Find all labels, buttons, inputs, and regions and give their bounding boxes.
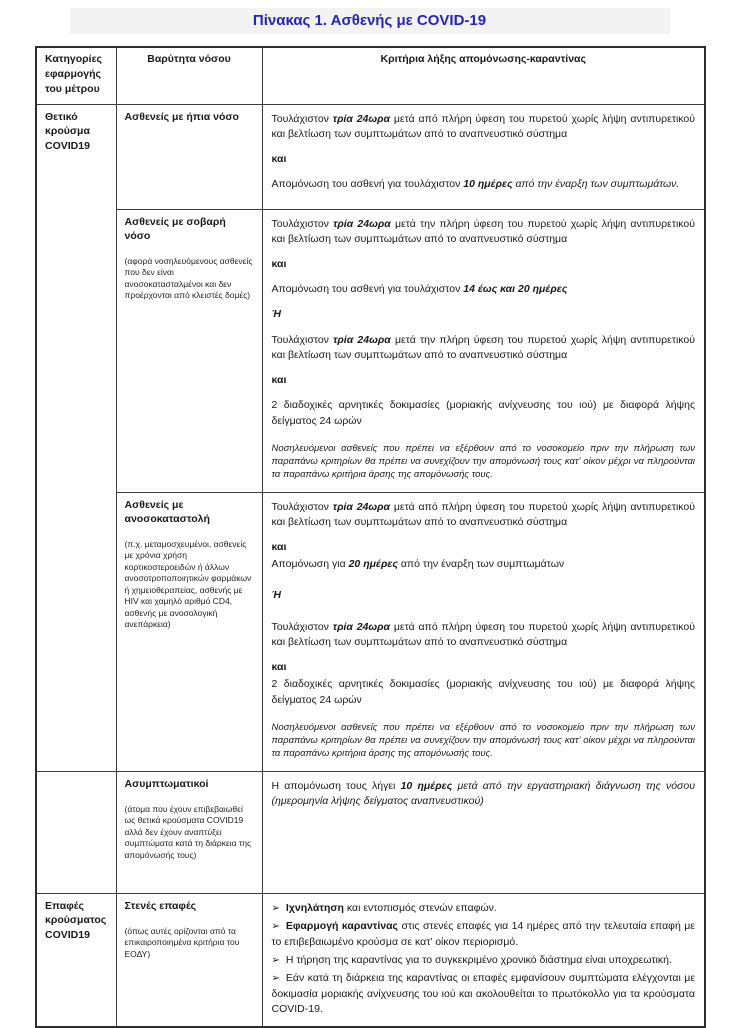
criteria-bullet [272, 919, 696, 950]
criteria-paragraph [272, 721, 696, 761]
text-run: Νοσηλευόμενοι ασθενείς που πρέπει να εξέρθουν από το νοσοκομείο πριν την πλήρωση των παραπάνω κριτηρίων θα πρέπει να συνεχίζουν την απομόνωσή τους κατ’ οίκον μέχρι να πληρούνται τα παραπάνω κριτήρια άρσης της απομόνωσής τους. [271, 721, 695, 760]
criteria-paragraph [272, 779, 696, 809]
criteria-bullet [272, 901, 696, 917]
arrow-bullet-icon: ➢ [271, 973, 280, 985]
criteria-paragraph [272, 373, 696, 388]
arrow-bullet-icon: ➢ [271, 921, 280, 933]
text-run: και εντοπισμός στενών επαφών. [343, 901, 497, 914]
severity-note: (αφορά νοσηλευόμενους ασθενείς που δεν είναι ανοσοκατασταλμένοι και δεν προέρχονται από κλειστές δομές) [124, 255, 253, 301]
text-run: Τουλάχιστον [271, 333, 334, 346]
text-run: 10 ημέρες [463, 178, 513, 191]
text-run: 2 διαδοχικές αρνητικές δοκιμασίες (μοριακής ανίχνευσης του ιού) με διαφορά λήψης δείγματος 24 ωρών [271, 399, 695, 427]
criteria-cell-immunosuppressed [262, 492, 705, 771]
severity-cell-asymptomatic [116, 771, 262, 893]
text-run: Η τήρηση της καραντίνας για το συγκεκριμένο χρονικό διάστημα είναι υποχρεωτική. [285, 953, 672, 966]
criteria-paragraph [272, 398, 696, 428]
text-run: τρία 24ωρα [332, 112, 391, 125]
criteria-paragraph [272, 557, 696, 572]
text-run: Εφαρμογή καραντίνας [285, 920, 399, 933]
text-run: και [271, 374, 287, 387]
criteria-paragraph [272, 660, 696, 675]
severity-cell-close-contacts [116, 893, 262, 1027]
category-contacts: Επαφές κρούσματος COVID19 [36, 893, 116, 1027]
table-row-severe [36, 209, 705, 492]
category-positive-case: Θετικό κρούσμα COVID19 [36, 104, 116, 771]
criteria-paragraph [272, 177, 696, 192]
text-run: τρία 24ωρα [333, 217, 391, 230]
text-run: Ή [271, 308, 282, 321]
text-run: Απομόνωση για [271, 558, 349, 571]
header-criteria: Κριτήρια λήξης απομόνωσης-καραντίνας [262, 47, 705, 104]
severity-title: Ασθενείς με σοβαρή νόσο [124, 215, 226, 242]
text-run: 2 διαδοχικές αρνητικές δοκιμασίες (μοριακής ανίχνευσης του ιού) με διαφορά λήψης δείγματος 24 ωρών [271, 678, 695, 706]
covid-criteria-table [35, 46, 706, 1028]
criteria-paragraph [272, 282, 696, 297]
text-run: μετά από πλήρη ύφεση του πυρετού χωρίς λήψη αντιπυρετικού και βελτίωση των συμπτωμάτων από το αναπνευστικό σύστημα [271, 620, 695, 648]
criteria-paragraph [272, 500, 696, 530]
severity-note: (όπως αυτές ορίζονται από τα επικαιροποιημένα κριτήρια του ΕΟΔΥ) [124, 925, 240, 959]
table-row-contacts [36, 893, 705, 1027]
text-run: μετά από πλήρη ύφεση του πυρετού χωρίς λήψη αντιπυρετικού και βελτίωση των συμπτωμάτων από το αναπνευστικό σύστημα [271, 500, 695, 528]
criteria-paragraph [272, 540, 696, 555]
criteria-cell-contacts [262, 893, 705, 1027]
text-run: Τουλάχιστον [271, 112, 333, 125]
header-category: Κατηγορίες εφαρμογής του μέτρου [36, 47, 116, 104]
text-run: τρία 24ωρα [332, 620, 391, 633]
text-run: Τουλάχιστον [271, 620, 333, 633]
text-run: και [271, 541, 287, 554]
criteria-paragraph [272, 588, 696, 603]
text-run: και [271, 661, 287, 674]
text-run: από την έναρξη των συμπτωμάτων [397, 558, 565, 571]
table-row-immunosuppressed [36, 492, 705, 771]
severity-cell-severe [116, 209, 262, 492]
criteria-paragraph [272, 257, 696, 272]
text-run: μετά από πλήρη ύφεση του πυρετού χωρίς λήψη αντιπυρετικού και βελτίωση των συμπτωμάτων από το αναπνευστικό σύστημα [271, 112, 695, 140]
page-title: Πίνακας 1. Ασθενής με COVID-19 [252, 12, 487, 29]
criteria-cell-severe [262, 209, 705, 492]
criteria-paragraph [272, 152, 696, 167]
title-band [70, 8, 670, 34]
criteria-paragraph [272, 217, 696, 247]
criteria-cell-mild [262, 104, 705, 209]
text-run: και [271, 153, 287, 166]
text-run: στις στενές επαφές για 14 ημέρες από την τελευταία επαφή με το επιβεβαιωμένο κρούσμα σε κατ’ οίκον περιορισμό. [271, 920, 695, 948]
severity-title: Ασθενείς με ήπια νόσο [124, 110, 239, 123]
severity-title: Ασθενείς με ανοσοκαταστολή [124, 498, 210, 525]
text-run: Τουλάχιστον [271, 217, 334, 230]
criteria-paragraph [272, 333, 696, 363]
text-run: τρία 24ωρα [333, 333, 391, 346]
severity-cell-immunosuppressed [116, 492, 262, 771]
criteria-paragraph [272, 112, 696, 142]
severity-title: Στενές επαφές [124, 899, 197, 912]
criteria-paragraph [272, 620, 696, 650]
criteria-paragraph [272, 442, 696, 482]
criteria-bullet [272, 971, 696, 1017]
text-run: μετά την πλήρη ύφεση του πυρετού χωρίς λήψη αντιπυρετικού και βελτίωση των συμπτωμάτων από το αναπνευστικό σύστημα [271, 217, 695, 245]
criteria-bullet [272, 953, 696, 969]
severity-note: (άτομα που έχουν επιβεβαιωθεί ως θετικά κρούσματα COVID19 αλλά δεν έχουν αναπτύξει συμπτώματα κατά τη διάρκεια της απομόνωσής τους) [124, 803, 252, 860]
text-run: μετά από την εργαστηριακή διάγνωση της νόσου (ημερομηνία λήψης δείγματος αναπνευστικού) [271, 779, 695, 807]
header-severity: Βαρύτητα νόσου [116, 47, 262, 104]
text-run: 20 ημέρες [348, 558, 398, 571]
text-run: Τουλάχιστον [271, 500, 333, 513]
text-run: 10 ημέρες [400, 779, 453, 792]
severity-title: Ασυμπτωματικοί [124, 777, 209, 790]
table-row-mild [36, 104, 705, 209]
text-run: Η απομόνωση τους λήγει [271, 779, 401, 792]
severity-cell-mild [116, 104, 262, 209]
arrow-bullet-icon: ➢ [271, 902, 280, 914]
text-run: Ιχνηλάτηση [285, 901, 344, 914]
category-empty-cell [36, 771, 116, 893]
table-header-row [36, 47, 705, 104]
criteria-cell-asymptomatic [262, 771, 705, 893]
text-run: Απομόνωση του ασθενή για τουλάχιστον [271, 283, 464, 296]
text-run: τρία 24ωρα [332, 500, 391, 513]
table-row-asymptomatic [36, 771, 705, 893]
text-run: Εάν κατά τη διάρκεια της καραντίνας οι επαφές εμφανίσουν συμπτώματα ελέγχονται με δοκιμασία μοριακής ανίχνευσης του ιού και ακολουθείται το πρωτόκολλο για τα κρούσματα COVID-19. [271, 972, 695, 1016]
arrow-bullet-icon: ➢ [271, 954, 280, 966]
text-run: μετά την πλήρη ύφεση του πυρετού χωρίς λήψη αντιπυρετικού και βελτίωση των συμπτωμάτων από το αναπνευστικό σύστημα [271, 333, 695, 361]
text-run: 14 έως και 20 ημέρες [463, 283, 568, 296]
criteria-paragraph [272, 677, 696, 707]
text-run: και [271, 257, 287, 270]
text-run: Απομόνωση του ασθενή για τουλάχιστον [271, 178, 464, 191]
text-run: Νοσηλευόμενοι ασθενείς που πρέπει να εξέρθουν από το νοσοκομείο πριν την πλήρωση των παραπάνω κριτηρίων θα πρέπει να συνεχίζουν την απομόνωσή τους κατ’ οίκον μέχρι να πληρούνται τα παραπάνω κριτήρια άρσης της απομόνωσής τους. [271, 442, 695, 481]
severity-note: (π.χ. μεταμοσχευμένοι, ασθενείς με χρόνια χρήση κορτικοστεροειδών ή άλλων ανοσοτροποποιητικών φαρμάκων ή χημειοθεραπείας, ασθενής με HIV και χαμηλό αριθμό CD4, ασθενής με ανοσολογική ανεπάρκεια) [124, 538, 252, 630]
criteria-paragraph [272, 307, 696, 322]
text-run: από την έναρξη των συμπτωμάτων. [512, 178, 680, 191]
text-run: Ή [271, 589, 282, 602]
